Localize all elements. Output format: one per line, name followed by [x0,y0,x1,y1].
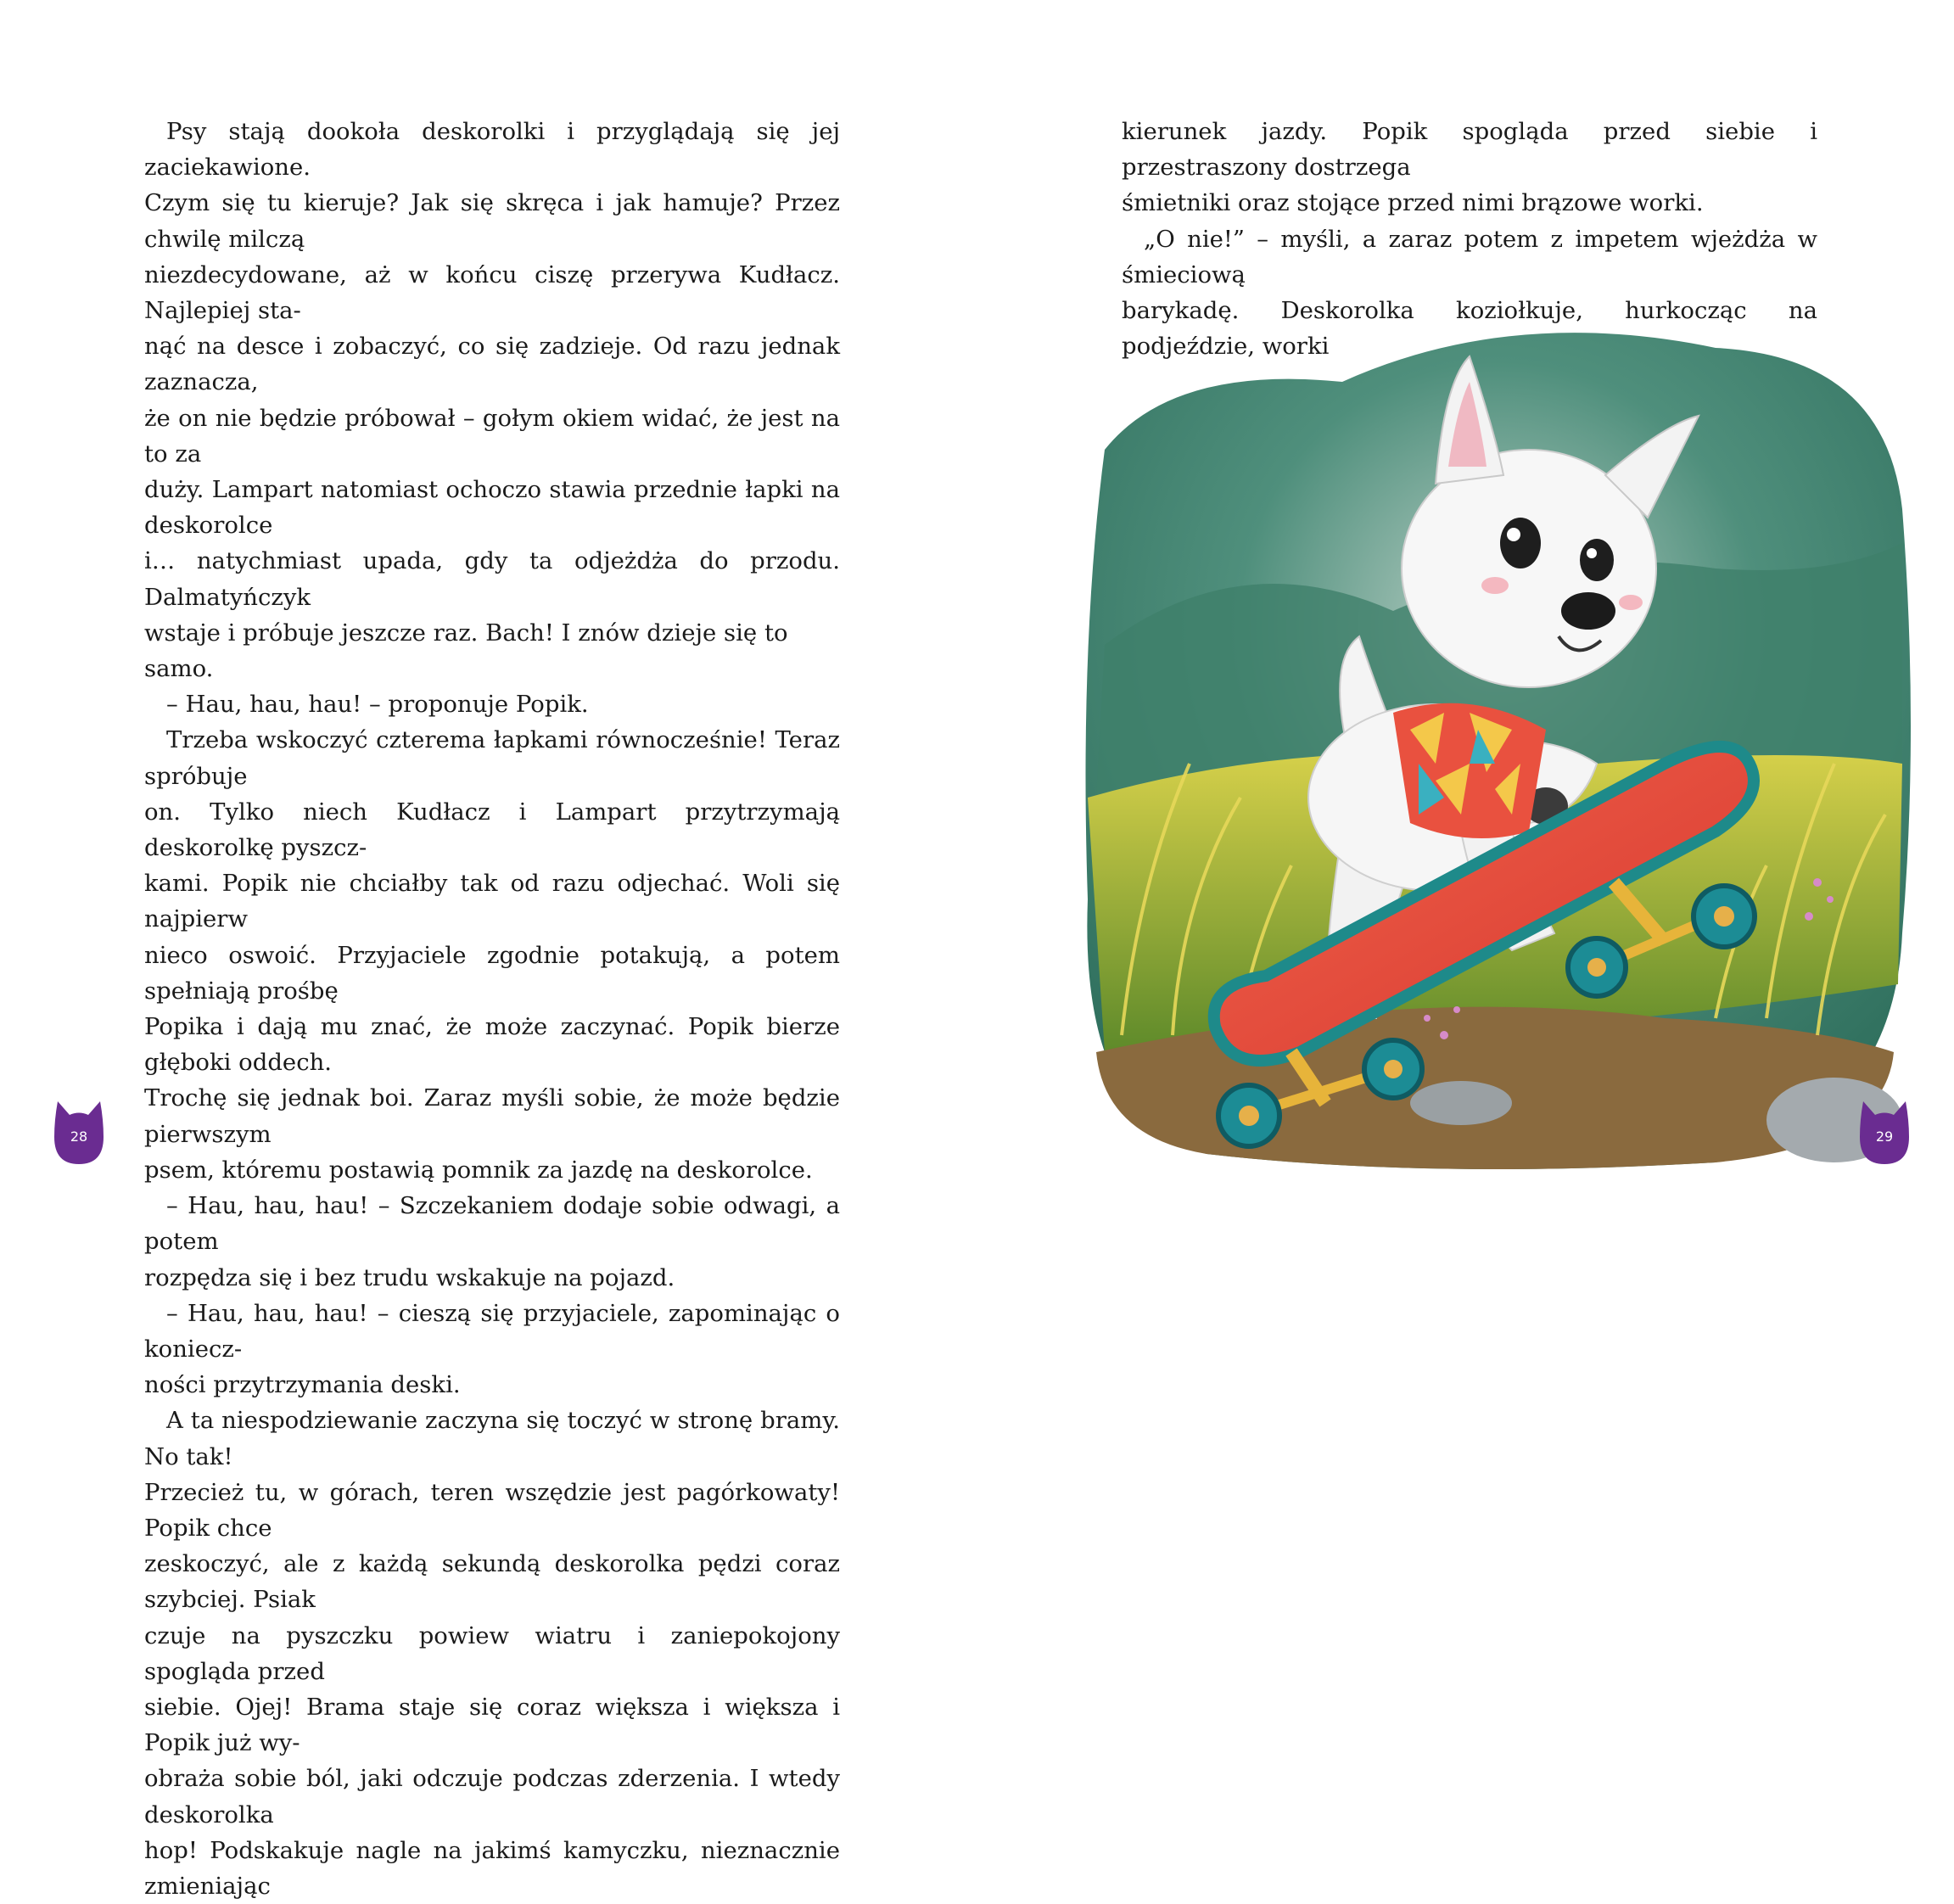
left-page-text [144,114,840,1904]
page-number-badge [53,1100,105,1166]
left-page [0,0,977,1900]
white-dog-on-skateboard-illustration [1071,288,1919,1179]
text-line: kierunek jazdy. Popik spogląda przed siebie i przestraszony dostrzega [1122,118,1817,182]
text-line: Przecież tu, w górach, teren wszędzie jest pagórkowaty! Popik chce [144,1478,840,1542]
text-line: obraża sobie ból, jaki odczuje podczas zderzenia. I wtedy deskorolka [144,1765,840,1828]
text-line: duży. Lampart natomiast ochoczo stawia przednie łapki na deskorolce [144,476,840,540]
text-line: „O nie!” – myśli, a zaraz potem z impetem wjeżdża w śmieciową [1122,225,1817,288]
text-line: czuje na pyszczku powiew wiatru i zaniepokojony spogląda przed [144,1621,840,1685]
text-line: A ta niespodziewanie zaczyna się toczyć w stronę bramy. No tak! [144,1407,840,1470]
page-number: 28 [70,1128,88,1145]
text-line: on. Tylko niech Kudłacz i Lampart przytrzymają deskorolkę pyszcz- [144,798,840,862]
text-line: hop! Podskakuje nagle na jakimś kamyczku, nieznacznie zmieniając [144,1836,840,1900]
text-line: Czym się tu kieruje? Jak się skręca i jak hamuje? Przez chwilę milczą [144,189,840,253]
text-line: siebie. Ojej! Brama staje się coraz większa i większa i Popik już wy- [144,1693,840,1757]
text-line: zeskoczyć, ale z każdą sekundą deskorolka pędzi coraz szybciej. Psiak [144,1550,840,1614]
text-line: że on nie będzie próbował – gołym okiem widać, że jest na to za [144,404,840,468]
text-line: i… natychmiast upada, gdy ta odjeżdża do przodu. Dalmatyńczyk [144,547,840,611]
text-line: Trochę się jednak boi. Zaraz myśli sobie, że może będzie pierwszym [144,1084,840,1148]
right-page [977,0,1954,1202]
text-line: nąć na desce i zobaczyć, co się zadzieje. Od razu jednak zaznacza, [144,333,840,396]
text-line: Popika i dają mu znać, że może zaczynać. Popik bierze głęboki oddech. [144,1013,840,1077]
text-line: niezdecydowane, aż w końcu ciszę przerywa Kudłacz. Najlepiej sta- [144,260,840,325]
text-line: kami. Popik nie chciałby tak od razu odjechać. Woli się najpierw [144,870,840,933]
text-line: nieco oswoić. Przyjaciele zgodnie potakują, a potem spełniają prośbę [144,941,840,1005]
text-line: – Hau, hau, hau! – proponuje Popik. [166,691,589,719]
text-line: śmietniki oraz stojące przed nimi brązowe worki. [1122,189,1704,217]
text-line: Psy stają dookoła deskorolki i przyglądają się jej zaciekawione. [144,118,840,182]
text-line: wstaje i próbuje jeszcze raz. Bach! I znów dzieje się to samo. [144,619,788,683]
page-number-badge [1858,1100,1911,1166]
text-line: rozpędza się i bez trudu wskakuje na pojazd. [144,1263,675,1291]
text-line: ności przytrzymania deski. [144,1371,461,1399]
text-line: Trzeba wskoczyć czterema łapkami równocześnie! Teraz spróbuje [144,726,840,790]
text-line: – Hau, hau, hau! – Szczekaniem dodaje sobie odwagi, a potem [144,1192,840,1256]
text-line: – Hau, hau, hau! – cieszą się przyjaciele, zapominając o koniecz- [144,1299,840,1363]
text-line: barykadę. Deskorolka koziołkuje, hurkocząc na podjeździe, worki [1122,297,1817,361]
page-number: 29 [1875,1128,1894,1145]
text-line: psem, któremu postawią pomnik za jazdę na deskorolce. [144,1156,813,1184]
